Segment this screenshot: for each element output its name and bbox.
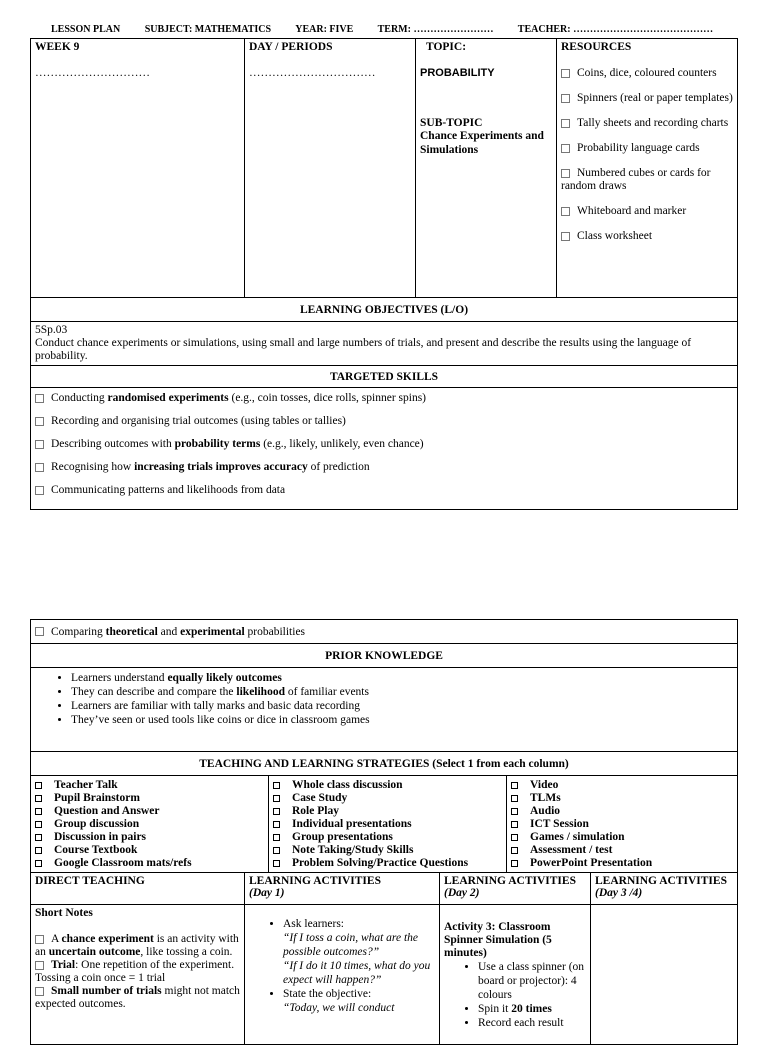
skills-cell — [31, 388, 738, 510]
list-item: • Learners understand equally likely outcomes — [71, 671, 733, 685]
note-item: Small number of trials might not match expected outcomes. — [35, 985, 240, 1010]
strategy-item: Teacher Talk — [35, 779, 264, 792]
checkbox-icon — [35, 782, 42, 789]
list-item: • State the objective: “Today, we will conduct — [283, 987, 435, 1015]
checkbox-icon — [35, 394, 44, 403]
prior-knowledge-cell — [31, 668, 738, 752]
resource-item: Coins, dice, coloured counters — [561, 67, 733, 80]
direct-teaching-heading: DIRECT TEACHING — [31, 873, 245, 905]
skill-item: Communicating patterns and likelihoods from data — [35, 484, 733, 497]
checkbox-icon — [35, 987, 44, 996]
lesson-table-page1 — [30, 38, 738, 510]
activity-3-title: Activity 3: Classroom Spinner Simulation (5 minutes) — [444, 921, 552, 959]
checkbox-icon — [35, 834, 42, 841]
day-blank: …………………………… — [249, 67, 376, 79]
resources-cell — [557, 39, 738, 298]
checkbox-icon — [511, 821, 518, 828]
resource-item: Whiteboard and marker — [561, 205, 733, 218]
checkbox-icon — [35, 860, 42, 867]
week-cell — [31, 39, 245, 298]
list-item: • Ask learners: “If I toss a coin, what are the possible outcomes?” “If I do it 10 times, what do you expect will happen?” — [283, 917, 435, 987]
checkbox-icon — [273, 834, 280, 841]
strategy-item: Pupil Brainstorm — [35, 792, 264, 805]
checkbox-icon — [35, 417, 44, 426]
checkbox-icon — [35, 935, 44, 944]
strategies-column-1 — [31, 776, 269, 873]
note-item: Trial: One repetition of the experiment. Tossing a coin once = 1 trial — [35, 959, 235, 984]
strategy-item: ICT Session — [511, 818, 733, 831]
skill-item: Conducting randomised experiments (e.g., coin tosses, dice rolls, spinner spins) — [35, 392, 733, 405]
resource-item: Numbered cubes or cards for random draws — [561, 167, 711, 192]
checkbox-icon — [561, 94, 570, 103]
resource-item: Tally sheets and recording charts — [561, 117, 733, 130]
checkbox-icon — [273, 860, 280, 867]
checkbox-icon — [273, 795, 280, 802]
lesson-plan-label: LESSON PLAN — [51, 24, 121, 35]
week-blank: ………………………… — [35, 67, 150, 79]
teacher-label: TEACHER: …………………………………… — [517, 24, 714, 35]
strategies-column-2 — [269, 776, 507, 873]
skill-item: Recording and organising trial outcomes (using tables or tallies) — [35, 415, 733, 428]
note-item: A chance experiment is an activity with an uncertain outcome, like tossing a coin. — [35, 933, 239, 958]
checkbox-icon — [273, 821, 280, 828]
checkbox-icon — [273, 808, 280, 815]
checkbox-icon — [35, 821, 42, 828]
checkbox-icon — [561, 144, 570, 153]
topic-value: PROBABILITY — [420, 67, 495, 79]
strategy-item: Audio — [511, 805, 733, 818]
strategy-item: Whole class discussion — [273, 779, 502, 792]
week-label: WEEK 9 — [35, 41, 80, 53]
checkbox-icon — [561, 169, 570, 178]
list-item: • They’ve seen or used tools like coins or dice in classroom games — [71, 713, 733, 727]
checkbox-icon — [511, 847, 518, 854]
strategies-heading: TEACHING AND LEARNING STRATEGIES (Select 1 from each column) — [31, 752, 738, 776]
checkbox-icon — [35, 440, 44, 449]
short-notes-label: Short Notes — [35, 907, 93, 919]
day1-list — [249, 917, 435, 1015]
day-label: DAY / PERIODS — [249, 41, 333, 53]
checkbox-icon — [511, 860, 518, 867]
strategy-item: TLMs — [511, 792, 733, 805]
strategy-item: Course Textbook — [35, 844, 264, 857]
prior-knowledge-list — [35, 671, 733, 727]
checkbox-icon — [561, 207, 570, 216]
year-label: YEAR: FIVE — [295, 24, 354, 35]
checkbox-icon — [35, 795, 42, 802]
term-label: TERM: …………………… — [377, 24, 494, 35]
checkbox-icon — [35, 961, 44, 970]
strategy-item: Games / simulation — [511, 831, 733, 844]
day2-list — [444, 960, 586, 1030]
objectives-cell — [31, 322, 738, 366]
checkbox-icon — [511, 782, 518, 789]
strategy-item: Google Classroom mats/refs — [35, 857, 264, 870]
skill-item: Describing outcomes with probability terms (e.g., likely, unlikely, even chance) — [35, 438, 733, 451]
subtopic-label: SUB-TOPIC — [420, 117, 483, 129]
skill-item: Recognising how increasing trials improves accuracy of prediction — [35, 461, 733, 474]
strategy-item: Problem Solving/Practice Questions — [273, 857, 502, 870]
strategies-column-3 — [507, 776, 738, 873]
checkbox-icon — [511, 834, 518, 841]
skills-continued-cell: Comparing theoretical and experimental probabilities — [31, 620, 738, 644]
strategy-item: PowerPoint Presentation — [511, 857, 733, 870]
strategy-item: Role Play — [273, 805, 502, 818]
learning-activities-day1-heading: LEARNING ACTIVITIES (Day 1) — [245, 873, 440, 905]
learning-activities-day2-heading: LEARNING ACTIVITIES (Day 2) — [440, 873, 591, 905]
strategy-item: Group presentations — [273, 831, 502, 844]
checkbox-icon — [273, 782, 280, 789]
resource-item: Class worksheet — [561, 230, 733, 243]
checkbox-icon — [35, 627, 44, 636]
lesson-header — [51, 24, 735, 35]
skills-heading: TARGETED SKILLS — [31, 366, 738, 388]
resource-item: Probability language cards — [561, 142, 733, 155]
list-item: • Learners are familiar with tally marks and basic data recording — [71, 699, 733, 713]
list-item: • Spin it 20 times — [478, 1002, 586, 1016]
topic-cell — [416, 39, 557, 298]
subtopic-value: Chance Experiments and Simulations — [420, 130, 544, 156]
resources-label: RESOURCES — [561, 41, 632, 53]
objective-code: 5Sp.03 — [35, 324, 68, 336]
objectives-heading: LEARNING OBJECTIVES (L/O) — [31, 298, 738, 322]
strategy-item: Question and Answer — [35, 805, 264, 818]
prior-knowledge-heading: PRIOR KNOWLEDGE — [31, 644, 738, 668]
list-item: • Record each result — [478, 1016, 586, 1030]
objective-text: Conduct chance experiments or simulations, using small and large numbers of trials, and present and describe the results using the language of probability. — [35, 337, 692, 362]
strategy-item: Group discussion — [35, 818, 264, 831]
checkbox-icon — [561, 232, 570, 241]
day-cell — [245, 39, 416, 298]
strategy-item: Assessment / test — [511, 844, 733, 857]
checkbox-icon — [511, 795, 518, 802]
strategy-item: Individual presentations — [273, 818, 502, 831]
list-item: • Use a class spinner (on board or projector): 4 colours — [478, 960, 586, 1002]
checkbox-icon — [273, 847, 280, 854]
topic-label: TOPIC: — [426, 41, 467, 53]
checkbox-icon — [35, 808, 42, 815]
checkbox-icon — [511, 808, 518, 815]
strategy-item: Note Taking/Study Skills — [273, 844, 502, 857]
checkbox-icon — [561, 119, 570, 128]
checkbox-icon — [35, 847, 42, 854]
checkbox-icon — [35, 463, 44, 472]
strategy-item: Discussion in pairs — [35, 831, 264, 844]
checkbox-icon — [561, 69, 570, 78]
resource-item: Spinners (real or paper templates) — [561, 92, 733, 105]
learning-activities-day34-heading: LEARNING ACTIVITIES (Day 3 /4) — [591, 873, 738, 905]
strategy-item: Case Study — [273, 792, 502, 805]
lesson-table-page2 — [30, 619, 738, 1045]
list-item: • They can describe and compare the likelihood of familiar events — [71, 685, 733, 699]
checkbox-icon — [35, 486, 44, 495]
strategy-item: Video — [511, 779, 733, 792]
subject-label: SUBJECT: MATHEMATICS — [144, 24, 272, 35]
